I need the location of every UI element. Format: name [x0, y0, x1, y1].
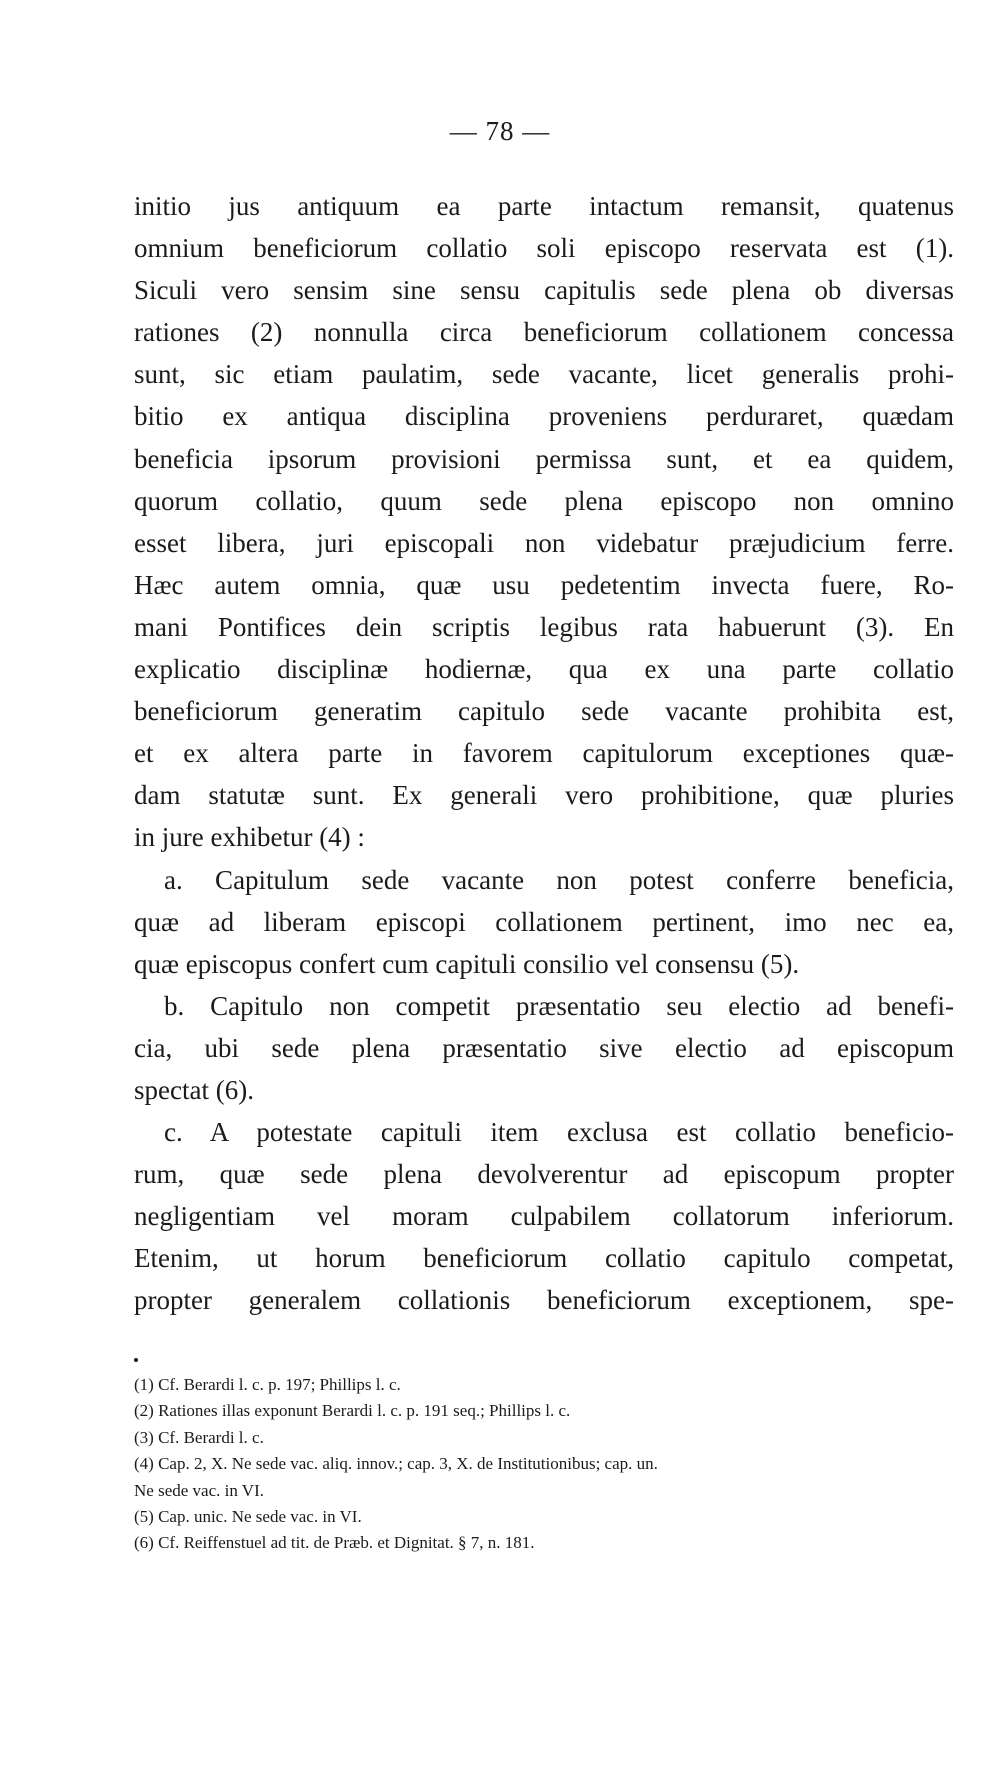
text-line: omnium beneficiorum collatio soli episcopo reservata est (1). [134, 233, 954, 264]
footnote-6: (6) Cf. Reiffenstuel ad tit. de Præb. et Dignitat. § 7, n. 181. [134, 1533, 535, 1553]
page-number: — 78 — [449, 116, 551, 146]
text-line: negligentiam vel moram culpabilem collatorum inferiorum. [134, 1201, 954, 1232]
text-line: Etenim, ut horum beneficiorum collatio capitulo competat, [134, 1243, 954, 1274]
footnote-2: (2) Rationes illas exponunt Berardi l. c. p. 191 seq.; Phillips l. c. [134, 1401, 571, 1421]
list-item-b: b. Capitulo non competit præsentatio seu electio ad benefi- [164, 990, 954, 1021]
footnote-1: (1) Cf. Berardi l. c. p. 197; Phillips l. c. [134, 1375, 401, 1394]
text-line: beneficiorum generatim capitulo sede vacante prohibita est, [134, 696, 954, 727]
text-line: cia, ubi sede plena præsentatio sive electio ad episcopum [134, 1032, 954, 1063]
list-item-c: c. A potestate capituli item exclusa est collatio beneficio- [164, 1117, 954, 1148]
footnote-marker-dot [134, 1358, 138, 1362]
text-line: explicatio disciplinæ hodiernæ, qua ex una parte collatio [134, 654, 954, 685]
text-line: et ex altera parte in favorem capitulorum exceptiones quæ- [134, 738, 954, 769]
text-line: bitio ex antiqua disciplina proveniens perduraret, quædam [134, 401, 954, 432]
text-line: rum, quæ sede plena devolverentur ad episcopum propter [134, 1159, 954, 1190]
text-line: quorum collatio, quum sede plena episcopo non omnino [134, 485, 954, 516]
text-line: initio jus antiquum ea parte intactum remansit, quatenus [134, 191, 954, 221]
list-item-a: a. Capitulum sede vacante non potest conferre beneficia, [164, 864, 954, 895]
footnote-4: (4) Cap. 2, X. Ne sede vac. aliq. innov.; cap. 3, X. de Institutionibus; cap. un. [134, 1454, 658, 1474]
text-line: dam statutæ sunt. Ex generali vero prohibitione, quæ pluries [134, 780, 954, 811]
footnotes [134, 1372, 954, 1557]
text-line: mani Pontifices dein scriptis legibus rata habuerunt (3). En [134, 611, 954, 642]
footnote-5: (5) Cap. unic. Ne sede vac. in VI. [134, 1507, 362, 1527]
text-line: quæ episcopus confert cum capituli consilio vel consensu (5). [134, 948, 800, 979]
body-text [134, 185, 954, 1322]
text-line: Hæc autem omnia, quæ usu pedetentim invecta fuere, Ro- [134, 569, 954, 600]
text-line: propter generalem collationis beneficiorum exceptionem, spe- [134, 1285, 954, 1316]
footnote-4-continued: Ne sede vac. in VI. [134, 1480, 264, 1500]
footnote-3: (3) Cf. Berardi l. c. [134, 1427, 264, 1447]
text-line: in jure exhibetur (4) : [134, 822, 365, 853]
text-line: beneficia ipsorum provisioni permissa sunt, et ea quidem, [134, 443, 954, 474]
text-line: sunt, sic etiam paulatim, sede vacante, licet generalis prohi- [134, 359, 954, 390]
text-line: Siculi vero sensim sine sensu capitulis sede plena ob diversas [134, 275, 954, 306]
text-line: esset libera, juri episcopali non videbatur præjudicium ferre. [134, 527, 954, 558]
text-line: spectat (6). [134, 1074, 254, 1105]
text-line: quæ ad liberam episcopi collationem pertinent, imo nec ea, [134, 906, 954, 937]
text-line: rationes (2) nonnulla circa beneficiorum collationem concessa [134, 317, 954, 348]
